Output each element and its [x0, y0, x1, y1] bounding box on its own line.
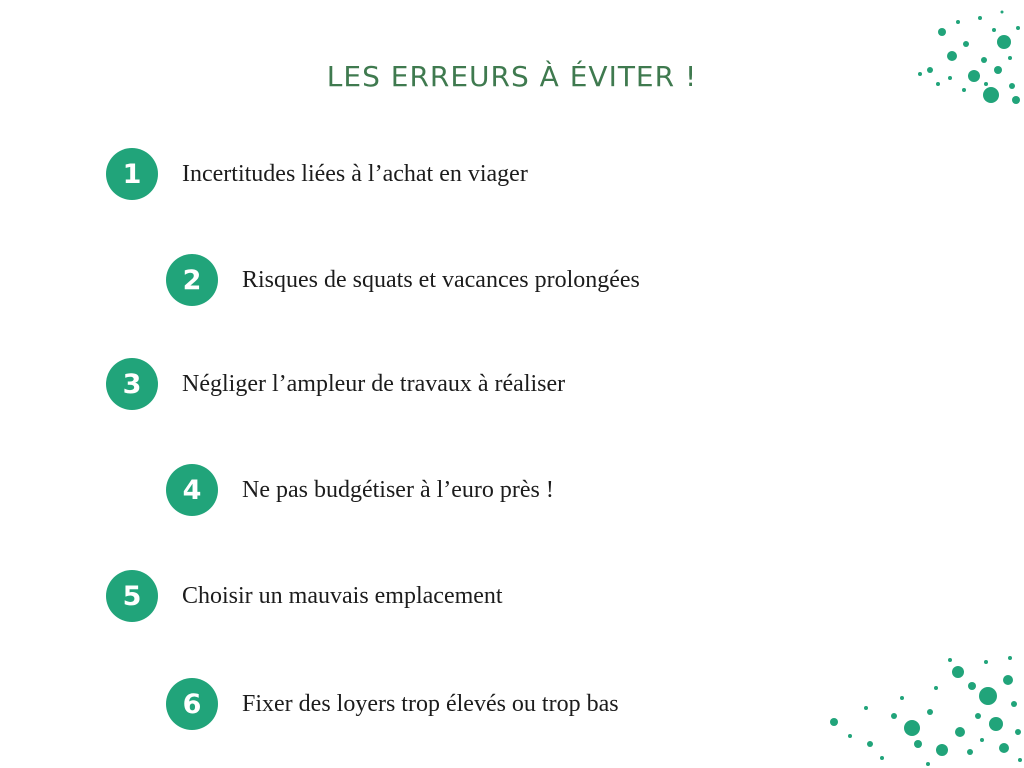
number-badge-6: 6 [166, 678, 218, 730]
list-item [166, 678, 619, 730]
list-item [106, 358, 565, 410]
number-badge-5: 5 [106, 570, 158, 622]
list-item [106, 570, 503, 622]
list-item-label: Choisir un mauvais emplacement [182, 582, 503, 609]
list-item-label: Ne pas budgétiser à l’euro près ! [242, 476, 554, 503]
paint-splatter-top-right [894, 0, 1024, 115]
number-badge-3: 3 [106, 358, 158, 410]
paint-splatter-bottom-right [810, 640, 1024, 768]
page-title: LES ERREURS À ÉVITER ! [326, 60, 698, 93]
number-badge-4: 4 [166, 464, 218, 516]
list-item-label: Risques de squats et vacances prolongées [242, 266, 640, 293]
list-item-label: Incertitudes liées à l’achat en viager [182, 160, 528, 187]
list-item [166, 254, 640, 306]
list-item-label: Négliger l’ampleur de travaux à réaliser [182, 370, 566, 397]
list-item [166, 464, 554, 516]
list-item-label: Fixer des loyers trop élevés ou trop bas [242, 690, 619, 717]
list-item [106, 148, 528, 200]
number-badge-1: 1 [106, 148, 158, 200]
number-badge-2: 2 [166, 254, 218, 306]
